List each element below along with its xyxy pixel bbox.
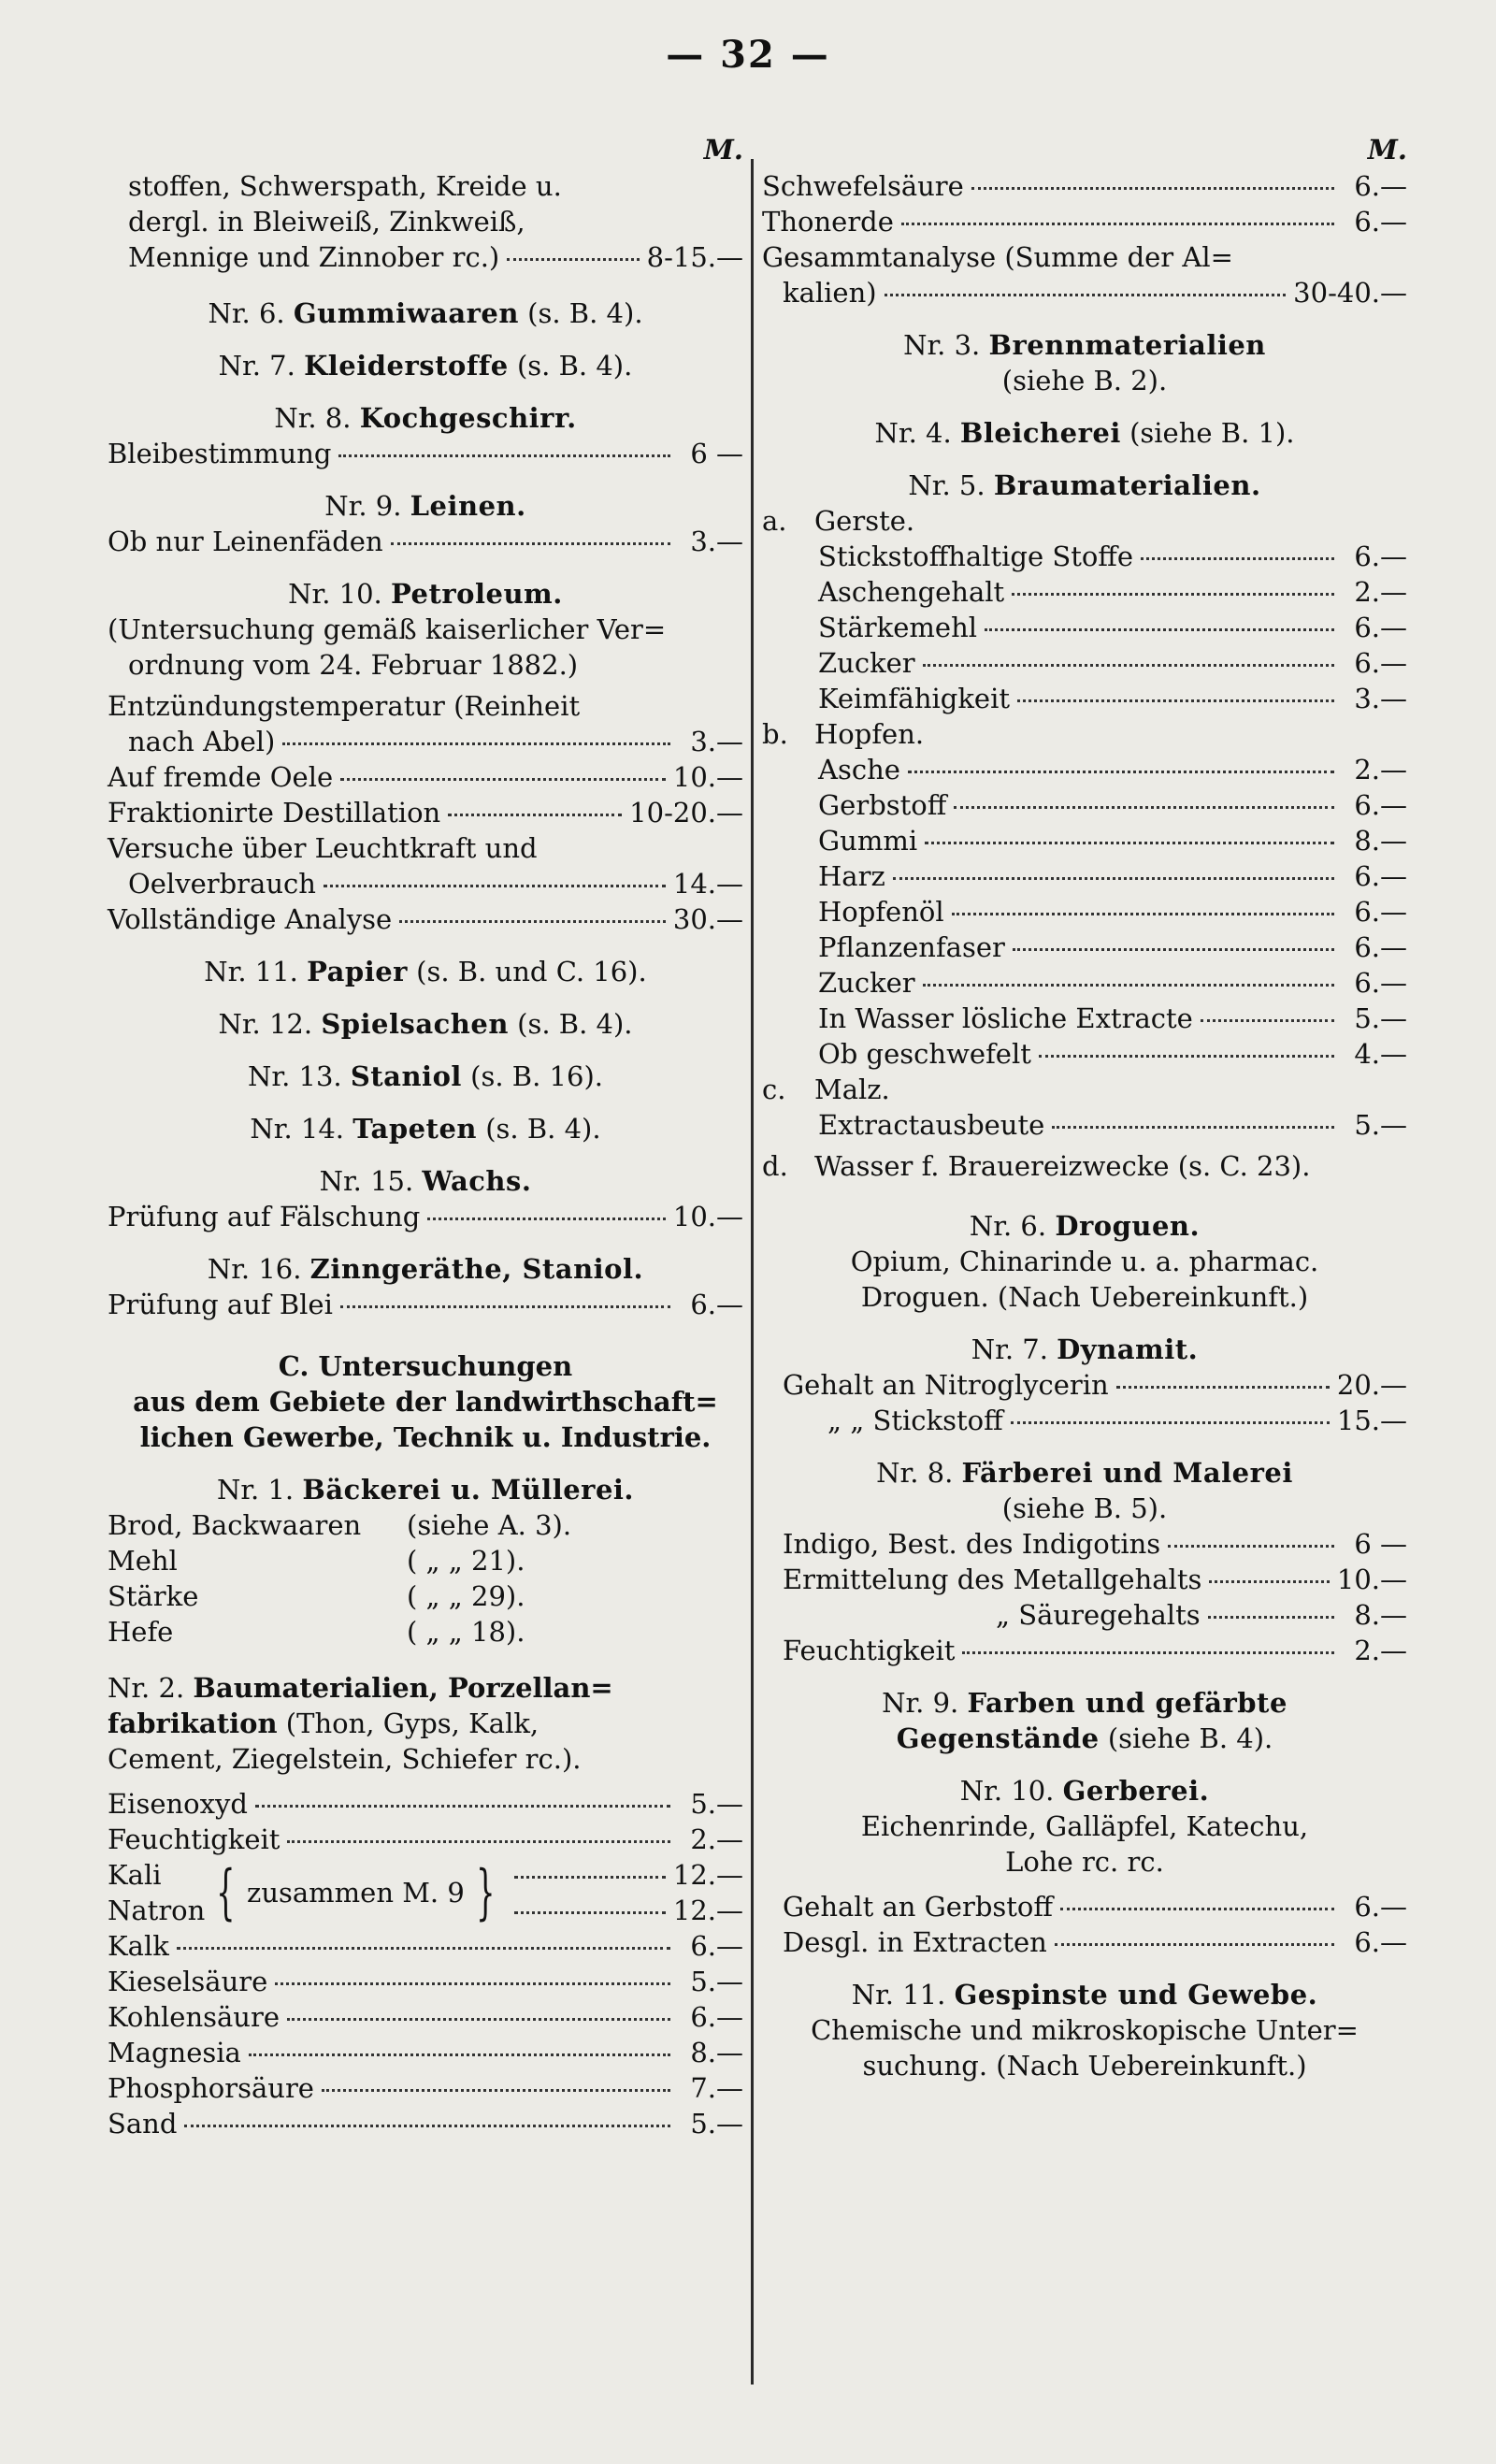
- section-heading: Nr. 7. Dynamit.: [971, 1333, 1199, 1365]
- text-line: Lohe rc. rc.: [1005, 1846, 1164, 1878]
- price-row: Fraktionirte Destillation 10-20.—: [108, 797, 743, 829]
- price-row: kalien) 30-40.—: [783, 277, 1407, 309]
- section-heading: Nr. 1. Bäckerei u. Müllerei.: [216, 1474, 635, 1506]
- text-line: Entzündungstemperatur (Reinheit: [108, 690, 581, 722]
- price-row: Eisenoxyd 5.—: [108, 1788, 743, 1820]
- column-divider: [751, 159, 754, 2385]
- price-row: In Wasser lösliche Extracte 5.—: [818, 1002, 1407, 1034]
- price-row: Extractausbeute 5.—: [818, 1109, 1407, 1141]
- section-heading: Nr. 10. Gerberei.: [959, 1775, 1210, 1807]
- price-row: Magnesia 8.—: [108, 2037, 743, 2068]
- price-row: Keimfähigkeit 3.—: [818, 683, 1407, 714]
- price-row: Zucker 6.—: [818, 647, 1407, 679]
- price-row: Pflanzenfaser 6.—: [818, 931, 1407, 963]
- subsection: b. Hopfen.: [762, 718, 925, 750]
- subsection: c. Malz.: [762, 1073, 890, 1105]
- price-row: nach Abel) 3.—: [128, 726, 743, 757]
- price-row: Prüfung auf Blei 6.—: [108, 1289, 743, 1320]
- text-line: Chemische und mikroskopische Unter=: [811, 2014, 1359, 2046]
- section-heading: Nr. 10. Petroleum.: [288, 578, 563, 610]
- price-row: Harz 6.—: [818, 860, 1407, 892]
- text-line: dergl. in Bleiweiß, Zinkweiß,: [128, 206, 525, 238]
- currency-unit: M.: [703, 134, 743, 166]
- price-row: Vollständige Analyse 30.—: [108, 903, 743, 935]
- text-line: Eichenrinde, Galläpfel, Katechu,: [860, 1810, 1309, 1842]
- price-row: Sand 5.—: [108, 2108, 743, 2140]
- ref-row: Hefe ( „ „ 18).: [108, 1616, 525, 1648]
- price-row: Stickstoffhaltige Stoffe 6.—: [818, 540, 1407, 572]
- right-column: [762, 131, 1407, 2083]
- price-row: Bleibestimmung 6 —: [108, 438, 743, 469]
- price-row: Prüfung auf Fälschung 10.—: [108, 1201, 743, 1232]
- left-column: [108, 131, 743, 2141]
- price-row: Desgl. in Extracten 6.—: [783, 1926, 1407, 1958]
- text-line: stoffen, Schwerspath, Kreide u.: [128, 170, 562, 202]
- price-row: Asche 2.—: [818, 754, 1407, 785]
- price-row: Indigo, Best. des Indigotins 6 —: [783, 1528, 1407, 1560]
- section-heading: Nr. 15. Wachs.: [319, 1165, 532, 1197]
- section-heading: Nr. 6. Gummiwaaren (s. B. 4).: [208, 297, 643, 329]
- price-row: Phosphorsäure 7.—: [108, 2072, 743, 2104]
- text-line: fabrikation (Thon, Gyps, Kalk,: [108, 1708, 539, 1739]
- price-row: Stärkemehl 6.—: [818, 612, 1407, 643]
- price-row: Feuchtigkeit 2.—: [783, 1635, 1407, 1666]
- page-number: — 32 —: [666, 33, 830, 77]
- section-heading: Nr. 5. Braumaterialien.: [908, 469, 1261, 501]
- price-row: „ „ Stickstoff 15.—: [827, 1405, 1407, 1436]
- price-row: Oelverbrauch 14.—: [128, 868, 743, 900]
- currency-unit: M.: [1367, 134, 1407, 166]
- price-row: Thonerde 6.—: [762, 206, 1407, 238]
- price-row: Gehalt an Nitroglycerin 20.—: [783, 1369, 1407, 1401]
- text-line: ordnung vom 24. Februar 1882.): [128, 649, 579, 681]
- text-line: suchung. (Nach Uebereinkunft.): [862, 2050, 1307, 2082]
- price-row: Aschengehalt 2.—: [818, 576, 1407, 608]
- subsection: d. Wasser f. Brauereizwecke (s. C. 23).: [762, 1150, 1311, 1182]
- price-row: Gummi 8.—: [818, 825, 1407, 857]
- price-row: Schwefelsäure 6.—: [762, 170, 1407, 202]
- section-heading: Nr. 3. Brennmaterialien (siehe B. 2).: [903, 329, 1266, 396]
- price-row: Zucker 6.—: [818, 967, 1407, 999]
- section-heading: Nr. 8. Kochgeschirr.: [274, 402, 577, 434]
- section-heading: Nr. 11. Papier (s. B. und C. 16).: [204, 956, 647, 987]
- section-heading: Nr. 4. Bleicherei (siehe B. 1).: [874, 417, 1295, 449]
- price-row: Ob nur Leinenfäden 3.—: [108, 526, 743, 557]
- text-line: (Untersuchung gemäß kaiserlicher Ver=: [108, 613, 667, 645]
- text-line: Opium, Chinarinde u. a. pharmac.: [850, 1246, 1319, 1277]
- ref-row: Stärke ( „ „ 29).: [108, 1580, 525, 1612]
- price-row: Mennige und Zinnober rc.) 8-15.—: [128, 241, 743, 273]
- section-heading: Nr. 12. Spielsachen (s. B. 4).: [218, 1008, 633, 1040]
- price-row: Gehalt an Gerbstoff 6.—: [783, 1891, 1407, 1923]
- section-heading: Nr. 2. Baumaterialien, Porzellan=: [108, 1672, 613, 1704]
- subsection: a. Gerste.: [762, 505, 915, 537]
- section-heading: Nr. 9. Farben und gefärbte Gegenstände (siehe B. 4).: [882, 1687, 1287, 1754]
- price-row: Kohlensäure 6.—: [108, 2001, 743, 2033]
- price-row: Ermittelung des Metallgehalts 10.—: [783, 1563, 1407, 1595]
- price-row: Hopfenöl 6.—: [818, 896, 1407, 928]
- price-row: Feuchtigkeit 2.—: [108, 1823, 743, 1855]
- section-heading: Nr. 13. Staniol (s. B. 16).: [248, 1060, 603, 1092]
- section-heading: Nr. 8. Färberei und Malerei (siehe B. 5).: [876, 1457, 1293, 1524]
- section-heading: Nr. 6. Droguen.: [969, 1210, 1201, 1242]
- price-row: „ Säuregehalts 8.—: [996, 1599, 1407, 1631]
- brace-group: Kali Natron { zusammen M. 9 } 12.— 12.—: [108, 1858, 743, 1927]
- ref-row: Brod, Backwaaren (siehe A. 3).: [108, 1509, 572, 1541]
- section-title-c: C. Untersuchungen aus dem Gebiete der landwirthschaft= lichen Gewerbe, Technik u. Industrie.: [133, 1350, 718, 1453]
- text-line: Versuche über Leuchtkraft und: [108, 832, 538, 864]
- price-row: Ob geschwefelt 4.—: [818, 1038, 1407, 1070]
- text-line: Gesammtanalyse (Summe der Al=: [762, 241, 1233, 273]
- price-row: Kieselsäure 5.—: [108, 1966, 743, 1997]
- section-heading: Nr. 9. Leinen.: [324, 490, 526, 522]
- price-row: Kalk 6.—: [108, 1930, 743, 1962]
- price-row: Gerbstoff 6.—: [818, 789, 1407, 821]
- text-line: Cement, Ziegelstein, Schiefer rc.).: [108, 1743, 582, 1775]
- section-heading: Nr. 16. Zinngeräthe, Staniol.: [207, 1253, 644, 1285]
- section-heading: Nr. 7. Kleiderstoffe (s. B. 4).: [218, 350, 633, 382]
- ref-row: Mehl ( „ „ 21).: [108, 1545, 525, 1577]
- price-row: Auf fremde Oele 10.—: [108, 761, 743, 793]
- text-line: Droguen. (Nach Uebereinkunft.): [860, 1281, 1309, 1313]
- section-heading: Nr. 14. Tapeten (s. B. 4).: [250, 1113, 601, 1145]
- section-heading: Nr. 11. Gespinste und Gewebe.: [851, 1979, 1318, 2010]
